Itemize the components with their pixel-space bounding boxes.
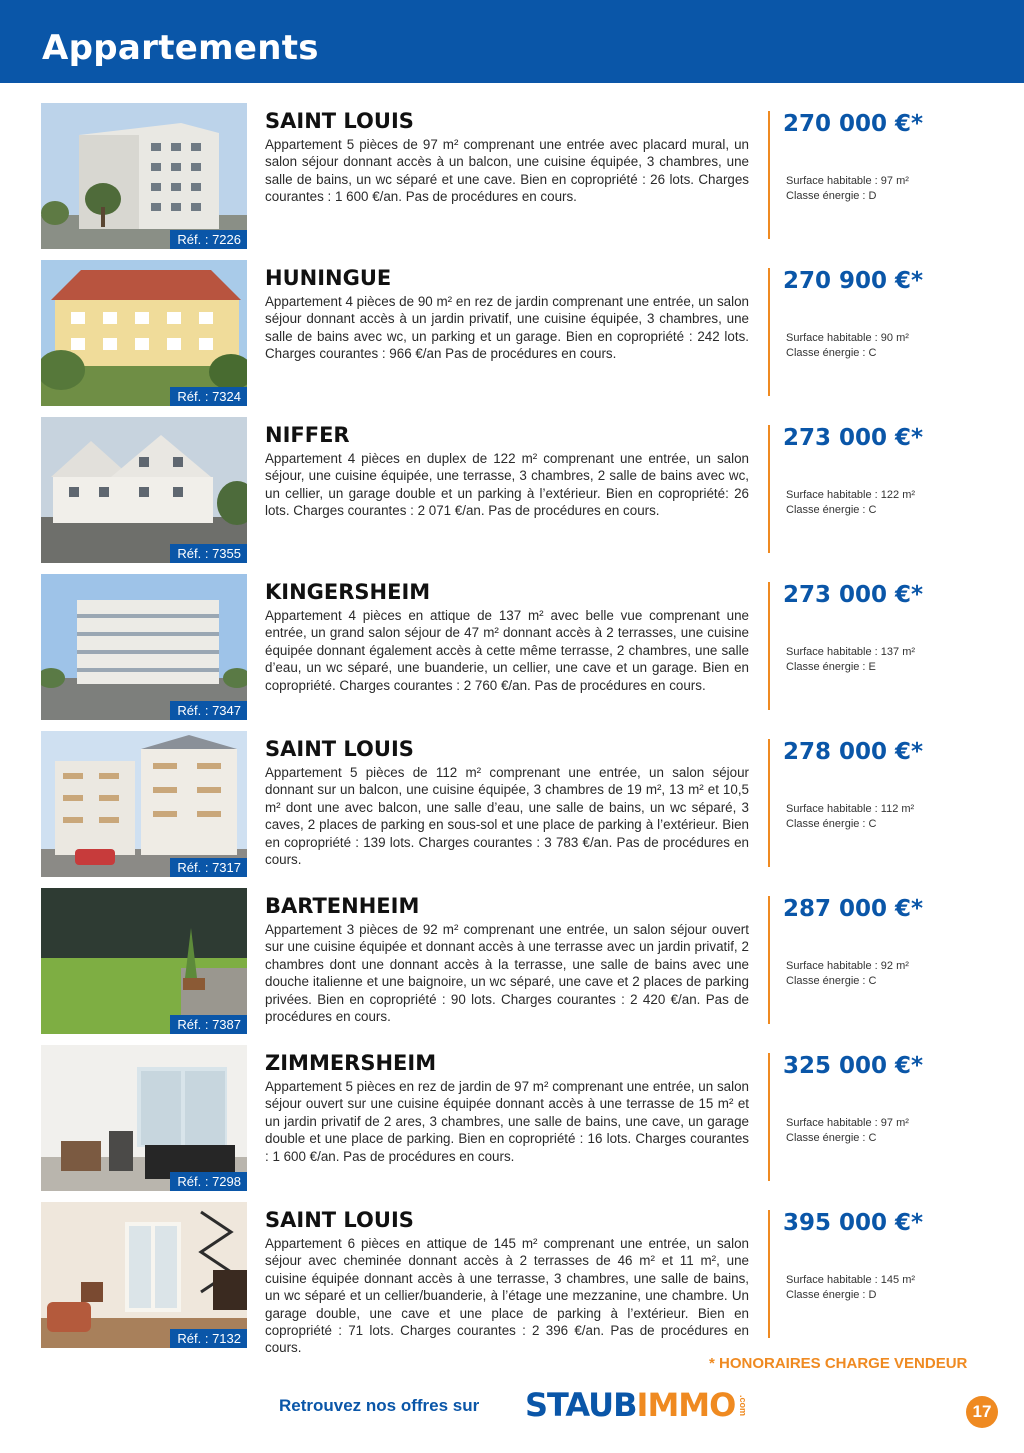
surface-label: Surface habitable : 122 m²	[786, 489, 916, 501]
listing-price: 287 000 €*	[783, 896, 924, 922]
listing-city: ZIMMERSHEIM	[265, 1051, 437, 1075]
page-header	[0, 0, 1024, 83]
listing-city: BARTENHEIM	[265, 894, 420, 918]
listing[interactable]	[0, 1045, 1024, 1191]
property-photo[interactable]	[41, 1202, 247, 1348]
energy-class-label: Classe énergie : C	[786, 975, 877, 987]
listing[interactable]	[0, 731, 1024, 877]
page-title: Appartements	[42, 28, 319, 68]
listing-description: Appartement 6 pièces en attique de 145 m² comprenant une entrée, un salon séjour avec cheminée donnant accès à 2 terrasses de 46 m² et 11 m², une cuisine équipée donnant accès à une terrasse, 3 chambres, une salle de bains, un wc séparé et un cellier/buanderie, à l’étage une mezzanine, une chambre. Un garage double, une cave et une place de parking à l’extérieur. Bien en copropriété : 71 lots. Charges courantes : 2 396 €/an. Pas de procédures en cours.	[265, 1236, 749, 1356]
logo-suffix: .com	[738, 1395, 748, 1417]
reference-badge: Réf. : 7347	[170, 701, 247, 720]
property-photo[interactable]	[41, 1045, 247, 1191]
property-photo[interactable]	[41, 574, 247, 720]
property-photo[interactable]	[41, 260, 247, 406]
listing-description: Appartement 5 pièces en rez de jardin de 97 m² comprenant une entrée, un salon séjour ouvert sur une cuisine équipée donnant accès à une terrasse de 15 m² et un jardin privatif de 2 ares, 3 chambres, une salle de bains, une cave, un garage double et une place de parking. Bien en copropriété : 16 lots. Charges courantes : 1 600 €/an. Pas de procédures en cours.	[265, 1079, 749, 1164]
surface-label: Surface habitable : 92 m²	[786, 960, 909, 972]
listing-price: 325 000 €*	[783, 1053, 924, 1079]
divider	[768, 739, 770, 867]
listing-city: SAINT LOUIS	[265, 109, 414, 133]
listing[interactable]	[0, 417, 1024, 563]
divider	[768, 268, 770, 396]
surface-label: Surface habitable : 137 m²	[786, 646, 916, 658]
listing-city: SAINT LOUIS	[265, 737, 414, 761]
energy-class-label: Classe énergie : C	[786, 818, 877, 830]
listing[interactable]	[0, 888, 1024, 1034]
property-photo[interactable]	[41, 417, 247, 563]
divider	[768, 111, 770, 239]
listing-city: KINGERSHEIM	[265, 580, 431, 604]
listing-price: 270 000 €*	[783, 111, 924, 137]
property-photo[interactable]	[41, 731, 247, 877]
surface-label: Surface habitable : 97 m²	[786, 1117, 909, 1129]
listing[interactable]	[0, 574, 1024, 720]
energy-class-label: Classe énergie : D	[786, 1289, 877, 1301]
surface-label: Surface habitable : 90 m²	[786, 332, 909, 344]
listing[interactable]	[0, 1202, 1024, 1356]
listing-city: HUNINGUE	[265, 266, 392, 290]
divider	[768, 1210, 770, 1338]
listing-city: SAINT LOUIS	[265, 1208, 414, 1232]
divider	[768, 1053, 770, 1181]
energy-class-label: Classe énergie : E	[786, 661, 876, 673]
reference-badge: Réf. : 7317	[170, 858, 247, 877]
brand-logo[interactable]	[525, 1386, 735, 1424]
footer-tagline: Retrouvez nos offres sur	[279, 1396, 480, 1415]
energy-class-label: Classe énergie : D	[786, 190, 877, 202]
listing-city: NIFFER	[265, 423, 350, 447]
listing-price: 273 000 €*	[783, 425, 924, 451]
listing-price: 273 000 €*	[783, 582, 924, 608]
energy-class-label: Classe énergie : C	[786, 347, 877, 359]
surface-label: Surface habitable : 97 m²	[786, 175, 909, 187]
energy-class-label: Classe énergie : C	[786, 504, 877, 516]
surface-label: Surface habitable : 112 m²	[786, 803, 915, 815]
divider	[768, 896, 770, 1024]
listing-description: Appartement 4 pièces de 90 m² en rez de jardin comprenant une entrée, un salon séjour donnant accès à un jardin privatif, une cuisine équipée, 3 chambres, une salle de bains avec wc, un parking et un garage. Bien en copropriété : 242 lots. Charges courantes : 966 €/an Pas de procédures en cours.	[265, 294, 749, 362]
surface-label: Surface habitable : 145 m²	[786, 1274, 916, 1286]
reference-badge: Réf. : 7355	[170, 544, 247, 563]
reference-badge: Réf. : 7298	[170, 1172, 247, 1191]
divider	[768, 425, 770, 553]
page-number: 17	[966, 1396, 998, 1428]
listing-price: 395 000 €*	[783, 1210, 924, 1236]
listing-price: 278 000 €*	[783, 739, 924, 765]
fees-footnote: * HONORAIRES CHARGE VENDEUR	[709, 1355, 968, 1372]
listing-description: Appartement 5 pièces de 97 m² comprenant une entrée avec placard mural, un salon séjour donnant accès à un balcon, une cuisine équipée, 3 chambres, une salle de bains, un wc séparé et une cave. Bien en copropriété : 26 lots. Charges courantes : 1 600 €/an. Pas de procédures en cours.	[265, 137, 749, 205]
reference-badge: Réf. : 7132	[170, 1329, 247, 1348]
logo-part-staub: STAUB	[525, 1386, 637, 1424]
logo-part-immo: IMMO	[636, 1386, 736, 1424]
reference-badge: Réf. : 7226	[170, 230, 247, 249]
property-photo[interactable]	[41, 103, 247, 249]
listing[interactable]	[0, 103, 1024, 249]
energy-class-label: Classe énergie : C	[786, 1132, 877, 1144]
listing-description: Appartement 5 pièces de 112 m² comprenant une entrée, un salon séjour donnant sur un balcon, une cuisine équipée, 3 chambres de 19 m², 13 m² et 10,5 m² dont une avec balcon, une salle d’eau, une salle de bains, un wc séparé, 3 caves, 2 places de parking en sous-sol et une place de parking à l’extérieur. Bien en copropriété : 139 lots. Charges courantes : 3 783 €/an. Pas de procédures en cours.	[265, 765, 749, 868]
listing-price: 270 900 €*	[783, 268, 924, 294]
listing[interactable]	[0, 260, 1024, 406]
divider	[768, 582, 770, 710]
property-photo[interactable]	[41, 888, 247, 1034]
reference-badge: Réf. : 7324	[170, 387, 247, 406]
reference-badge: Réf. : 7387	[170, 1015, 247, 1034]
listing-description: Appartement 4 pièces en duplex de 122 m² comprenant une entrée, un salon séjour, une cuisine équipée, une terrasse, 3 chambres, 2 salle de bains avec wc, un cellier, un garage double et un parking à l’extérieur. Bien en copropriété: 26 lots. Charges courantes : 2 071 €/an. Pas de procédures en cours.	[265, 451, 749, 519]
listing-description: Appartement 4 pièces en attique de 137 m² avec belle vue comprenant une entrée, un grand salon séjour de 47 m² donnant accès à 2 terrasses, une cuisine équipée donnant également accès à cette même terrasse, 2 chambres, une salle d’eau, un wc séparé, une buanderie, un cellier, une cave et un garage. Bien en copropriété. Charges courantes : 2 760 €/an. Pas de procédures en cours.	[265, 608, 749, 693]
listing-description: Appartement 3 pièces de 92 m² comprenant une entrée, un salon séjour ouvert sur une cuisine équipée et donnant accès à une terrasse avec un jardin privatif, 2 chambres dont une donnant accès à la terrasse, une salle de bains avec une douche italienne et une baignoire, un wc séparé, une cave et 2 places de parking privées. Bien en copropriété : 90 lots. Charges courantes : 2 420 €/an. Pas de procédures en cours.	[265, 922, 749, 1025]
